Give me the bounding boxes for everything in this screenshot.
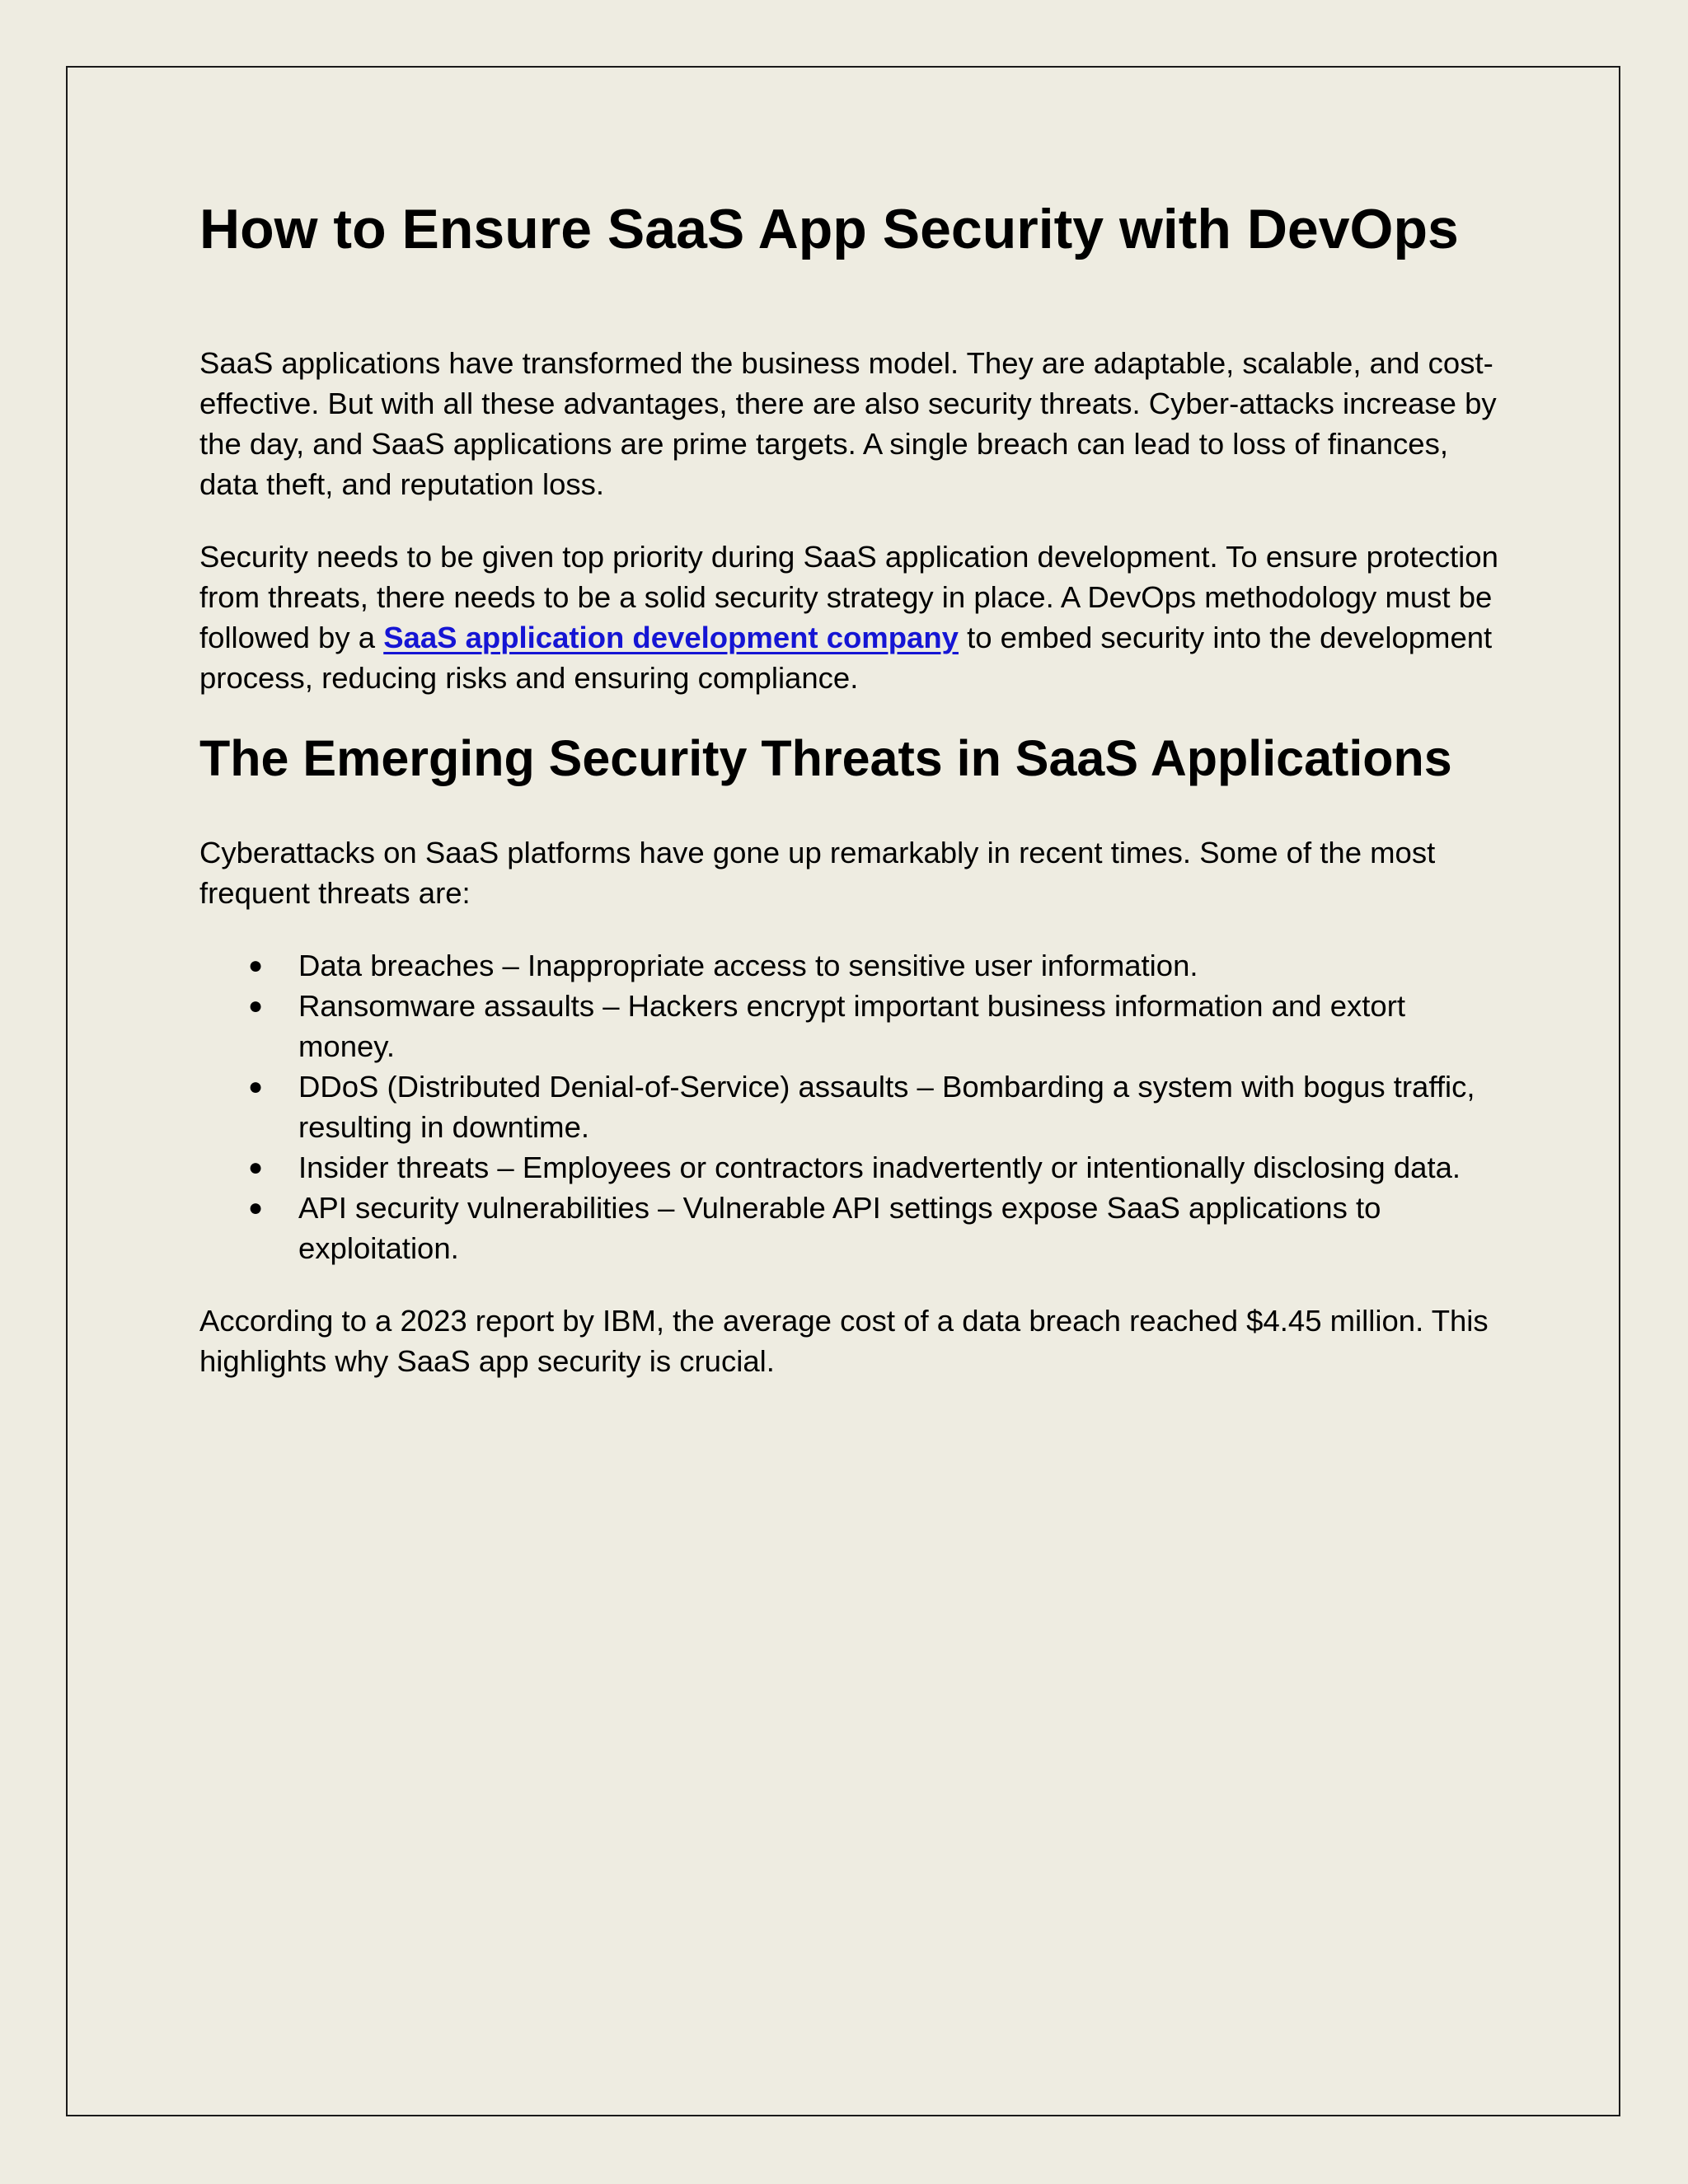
threat-text: Ransomware assaults – Hackers encrypt important business information and extort money. <box>298 989 1405 1063</box>
document-body <box>199 194 1510 1413</box>
priority-text-after-link: to embed security into the development process, reducing risks and ensuring compliance. <box>199 621 1493 695</box>
bullet-icon: ● <box>248 1073 264 1100</box>
threat-list <box>199 945 1510 1268</box>
document-title: How to Ensure SaaS App Security with DevOps <box>199 198 1459 260</box>
threat-text: Data breaches – Inappropriate access to sensitive user information. <box>298 949 1198 982</box>
threats-intro-paragraph: Cyberattacks on SaaS platforms have gone up remarkably in recent times. Some of the most frequent threats are: <box>199 836 1436 910</box>
bullet-icon: ● <box>248 952 264 979</box>
threat-text: API security vulnerabilities – Vulnerable API settings expose SaaS applications to exploitation. <box>298 1191 1381 1265</box>
list-item <box>199 1066 1510 1147</box>
list-item <box>199 1188 1510 1268</box>
list-item <box>199 945 1510 986</box>
list-item <box>199 986 1510 1066</box>
section-heading: The Emerging Security Threats in SaaS Applications <box>199 730 1452 786</box>
saas-development-company-link[interactable]: SaaS application development company <box>383 621 959 654</box>
closing-paragraph: According to a 2023 report by IBM, the average cost of a data breach reached $4.45 million. This highlights why SaaS app security is crucial. <box>199 1304 1489 1378</box>
priority-text-before-link: Security needs to be given top priority during SaaS application development. To ensure protection from threats, there needs to be a solid security strategy in place. A DevOps methodology must be followed by a <box>199 540 1498 654</box>
list-item <box>199 1147 1510 1188</box>
threat-text: DDoS (Distributed Denial-of-Service) assaults – Bombarding a system with bogus traffic, resulting in downtime. <box>298 1070 1475 1144</box>
bullet-icon: ● <box>248 1194 264 1221</box>
bullet-icon: ● <box>248 992 264 1019</box>
threat-text: Insider threats – Employees or contractors inadvertently or intentionally disclosing data. <box>298 1151 1461 1184</box>
bullet-icon: ● <box>248 1154 264 1181</box>
priority-paragraph <box>199 537 1510 698</box>
intro-paragraph: SaaS applications have transformed the business model. They are adaptable, scalable, and cost-effective. But with all these advantages, there are also security threats. Cyber-attacks increase by the day, and SaaS applications are prime targets. A single breach can lead to loss of finances, data theft, and reputation loss. <box>199 346 1497 501</box>
